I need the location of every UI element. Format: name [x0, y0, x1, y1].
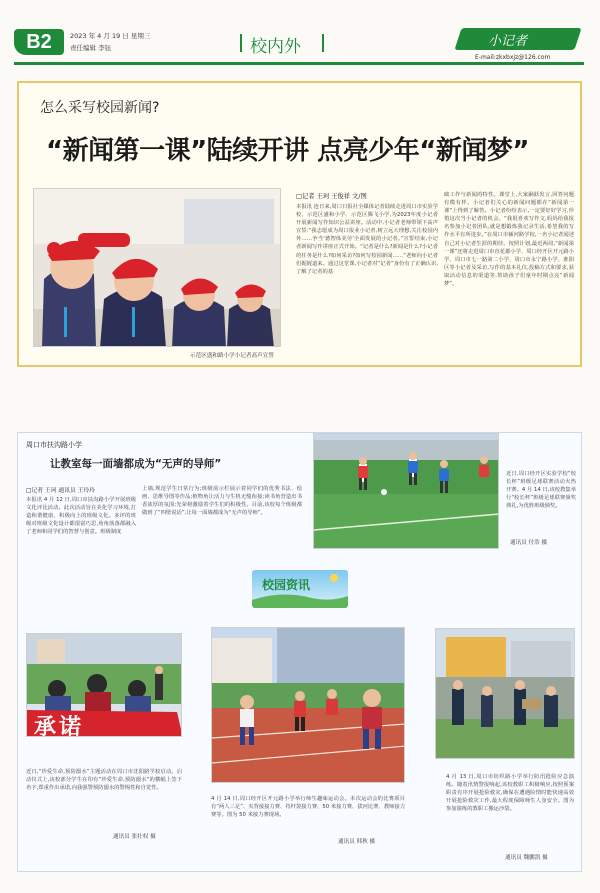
story3-sig: 通讯员 付浩 摄 [510, 540, 548, 546]
main-caption: 示范区盛和路小学小记者高声宣誓 [190, 353, 274, 359]
bottom-sig-2: 通讯员 韩秋 摄 [338, 839, 376, 845]
header-rule [14, 62, 584, 65]
story2-text-col1: 本报讯 4 月 12 日,周口市扶沟路小学开展班级文化评比活动。此次活动旨在美化学习环境,打造和谐健康、积极向上的班级文化。多评的班级对班级文化设计都很富巧思,角角落落都融入了老师和同学们的智慧与创意。班级制度 [26, 497, 136, 536]
story2-title: 让教室每一面墙都成为“无声的导师” [50, 458, 222, 470]
story2-school: 周口市扶沟路小学 [26, 441, 82, 449]
section-title: 校内外 [250, 37, 301, 57]
story2-byline: □记者 王珂 通讯员 王玲玲 [26, 488, 95, 494]
story3-text: 近日,周口经开区实验学校“校长杯”班级足球联赛活动火热开赛。4 月 14 日,该校教集举行“校长杯”班级足球联赛颁奖典礼,为优胜班级颁奖。 [506, 471, 576, 510]
header-divider-right [322, 34, 324, 52]
editor-line: 责任编辑 李钰 [70, 44, 112, 52]
main-title: “新闻第一课”陆续开讲 点亮少年“新闻梦” [46, 136, 529, 166]
banner-side-text: 承诺 [34, 715, 85, 740]
email: E-mail:zkxbxjz@126.com [475, 54, 551, 61]
bottom-photo-3 [435, 628, 575, 759]
bottom-photo-2 [211, 627, 405, 783]
page-badge: B2 [14, 29, 64, 55]
main-photo [33, 188, 281, 347]
bottom-caption-3: 4 月 13 日,周口市纺织路小学举行防汛抢险应急演练。随着汛情警报响起,该校教职工积极响应,按照预案职责有序开展抢险救灾,确保在遭遇险情时能快速高效开展抢险救灾工作,最大程度保障师生人身安全。图为参加演练的教职工搬运沙袋。 [446, 774, 574, 813]
bottom-sig-1: 通讯员 张壮权 摄 [113, 834, 156, 840]
bottom-caption-2: 4 月 14 日,周口经开区开元路小学举行师生趣味运动会。本次运动会的比赛项目有“两人三足”、夹背接接力赛、持杆袋接力赛、50 米接力赛、拔河比赛、教师接力赛等。图为 50 米接力赛现场。 [211, 796, 405, 819]
bottom-sig-3: 通讯员 魏鹏凯 摄 [505, 855, 548, 861]
main-kicker: 怎么采写校园新闻? [40, 100, 160, 116]
bottom-caption-1: 近日,“珍爱生命,预防溺水”主题活动在周口市沈阳路学校启动。启动仪式上,该校部分学生在印有“珍爱生命,预防溺水”的横幅上签下名字,郑重作出承诺,向我强警预防溺水的警惕性和自觉性。 [26, 769, 182, 792]
story2-text-col2: 上墙,规范学生日常行为;班级展示栏展示着同学们的优秀书法、绘画、思维导图等作品;植物角让活力与生机无缝衔接;读书角营造出书香浓厚的氛围;光荣榜激励着学生们的积极性。目前,该校每个班级都做到了“四壁说话”,让每一面墙都成为“无声的导师”。 [142, 486, 302, 517]
header-divider [240, 34, 242, 52]
main-text-col2: 础工作与新闻的特性。课堂上,大家踊跃发言,回答问题有模有样。小记者们关心的新闻问题都在“新闻第一课”上得到了解答。小记者纷纷表示,一定要好好学习,珍惜这次当小记者的机会。“我很喜欢写作文,妈妈给我报名参加小记者团队,就是想锻炼我记录生活,希望我的写作水平有所进步。”在周口市颍河路学校,一名小记者闻述自己对小记者生涯的期待。按照计划,最近两周,“新闻第一课”还将走进周口市直花都小学、周口经开区开元路小学、周口市七一路第二小学、周口市永宁路小学、淮阳区等小记者及采访,写作的基本礼仪,投稿方式和要求,获取活动信息的渠道等,帮助孩子们童年时期点亮“新闻梦”。 [444, 192, 574, 288]
main-byline: □记者 王珂 王俊祥 文/图 [296, 193, 367, 200]
banner-text: 校园资讯 [262, 578, 311, 592]
main-text-col1: 本报讯 连日来,周口日报社全媒体记者陆续走进周口市实验学校、示范区盛和小学、示范区腾飞小学,为2023年度小记者开展新闻写作知识公益讲座。活动中,小记者老师带领下高声宣誓:“我志愿成为周口报业小记者,树立远大理想,关注校园内外……争当‘德智体美劳’全面发展的小记者。”宣誓结束,小记者新闻写作讲座正式开始。“记者是什么?新闻是什么?小记者的任务是什么?如何采访?如何写校园新闻……”老师向小记者们娓娓道来。通过这堂课,小记者对“记者”身份有了正确认识,了解了记者的基 [296, 204, 438, 275]
football-photo [313, 433, 499, 549]
brand-label: 小记者 [488, 34, 528, 49]
date-line: 2023 年 4 月 19 日 星期三 [70, 32, 151, 40]
